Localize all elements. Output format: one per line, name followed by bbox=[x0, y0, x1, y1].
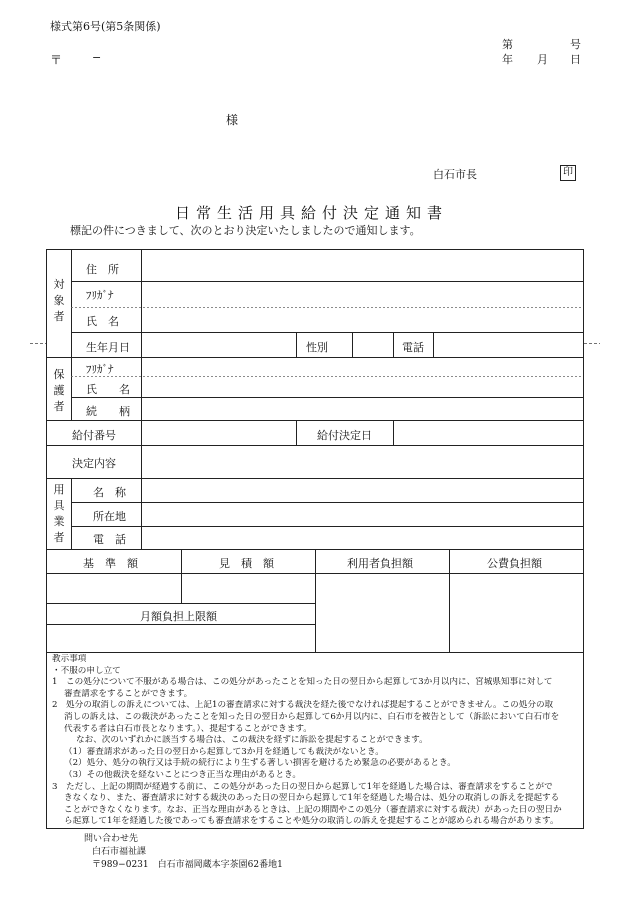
date-month: 月 bbox=[537, 53, 548, 66]
notice-line: （2）処分、処分の執行又は手続の続行により生ずる著しい損害を避けるため緊急の必要があるとき。 bbox=[64, 758, 456, 769]
notice-line: 代表する者は白石市長となります。）、提起することができます。 bbox=[64, 723, 312, 734]
notice-line: ら起算して1年を経過した後であっても審査請求をすることや処分の取消しの訴えを提起することが認められる場合があります。 bbox=[64, 816, 559, 827]
vendor-name-label: 名 称 bbox=[93, 486, 126, 499]
relation-label: 続 柄 bbox=[86, 405, 130, 418]
guardian-furigana-label: ﾌﾘｶﾞﾅ bbox=[86, 363, 114, 376]
doc-number-label: 第 bbox=[502, 38, 513, 51]
gender-label: 性別 bbox=[306, 341, 328, 354]
notice-line: なお、次のいずれかに該当する場合は、この裁決を経ずに訴訟を提起することができます。 bbox=[76, 735, 428, 746]
user-burden-label: 利用者負担額 bbox=[347, 557, 413, 570]
notice-line: ことができなくなります。なお、正当な理由があるときは、上記の期間やこの処分（審査請求に対する裁決）があった日の翌日か bbox=[64, 804, 562, 815]
notice-line: 消しの訴えは、この裁決があったことを知った日の翌日から起算して6か月以内に、白石市を被告として（訴訟において白石市を bbox=[64, 711, 560, 722]
notice-line: 1 この処分について不服がある場合は、この処分があったことを知った日の翌日から起算して3か月以内に、宮城県知事に対して bbox=[52, 677, 553, 688]
form-number: 様式第6号(第5条関係) bbox=[50, 20, 161, 33]
decision-label: 決定内容 bbox=[72, 457, 116, 470]
postal-mark: 〒 bbox=[50, 53, 63, 67]
guardian-group-label: 保護者 bbox=[53, 368, 65, 413]
contact-dept: 白石市福祉課 bbox=[92, 847, 147, 857]
name-label: 氏 名 bbox=[86, 315, 119, 328]
guardian-name-label: 氏 名 bbox=[86, 383, 130, 396]
standard-amount-label: 基 準 額 bbox=[83, 557, 138, 570]
page-title: 日常生活用具給付決定通知書 bbox=[175, 204, 449, 222]
grant-date-label: 給付決定日 bbox=[317, 429, 372, 442]
date-day: 日 bbox=[570, 53, 581, 66]
postal-dash: − bbox=[92, 51, 102, 64]
monthly-limit-label: 月額負担上限額 bbox=[140, 610, 217, 623]
address-label: 住 所 bbox=[86, 263, 119, 276]
vendor-phone-label: 電 話 bbox=[93, 533, 126, 546]
grant-number-label: 給付番号 bbox=[72, 429, 116, 442]
seal-mark: 印 bbox=[560, 165, 576, 181]
intro-text: 標記の件につきまして、次のとおり決定いたしましたので通知します。 bbox=[70, 224, 421, 237]
appeal-notice bbox=[52, 654, 582, 828]
notice-line: （3）その他裁決を経ないことにつき正当な理由があるとき。 bbox=[64, 769, 301, 780]
notice-line: 審査請求をすることができます。 bbox=[64, 688, 193, 699]
notice-line: 2 処分の取消しの訴えについては、上記1の審査請求に対する裁決を経た後でなければ提起することができません。この処分の取 bbox=[52, 700, 554, 711]
issuer: 白石市長 bbox=[433, 168, 477, 181]
estimate-amount-label: 見 積 額 bbox=[219, 557, 274, 570]
notice-line: （1）審査請求があった日の翌日から起算して3か月を経過しても裁決がないとき。 bbox=[64, 746, 384, 757]
doc-number-suffix: 号 bbox=[570, 38, 581, 51]
contact-address: 〒989−0231 白石市福岡蔵本字茶園62番地1 bbox=[92, 860, 283, 870]
notice-heading: 教示事項 bbox=[52, 654, 87, 664]
birthdate-label: 生年月日 bbox=[86, 341, 130, 354]
public-burden-label: 公費負担額 bbox=[487, 557, 542, 570]
vendor-address-label: 所在地 bbox=[93, 510, 126, 523]
recipient-suffix: 様 bbox=[226, 113, 239, 127]
phone-label: 電話 bbox=[402, 341, 424, 354]
date-year: 年 bbox=[502, 53, 513, 66]
notice-subheading: ・不服の申し立て bbox=[52, 665, 121, 676]
subject-group-label: 対象者 bbox=[53, 278, 65, 323]
contact-label: 問い合わせ先 bbox=[84, 834, 139, 844]
furigana-label: ﾌﾘｶﾞﾅ bbox=[86, 289, 114, 302]
notice-line: 3 ただし、上記の期間が経過する前に、この処分があった日の翌日から起算して1年を経過した場合は、審査請求をすることがで bbox=[52, 781, 553, 792]
notice-line: きなくなり、また、審査請求に対する裁決のあった日の翌日から起算して1年を経過した場合は、処分の取消しの訴えを提起する bbox=[64, 793, 560, 804]
vendor-group-label: 用具業者 bbox=[53, 483, 65, 544]
